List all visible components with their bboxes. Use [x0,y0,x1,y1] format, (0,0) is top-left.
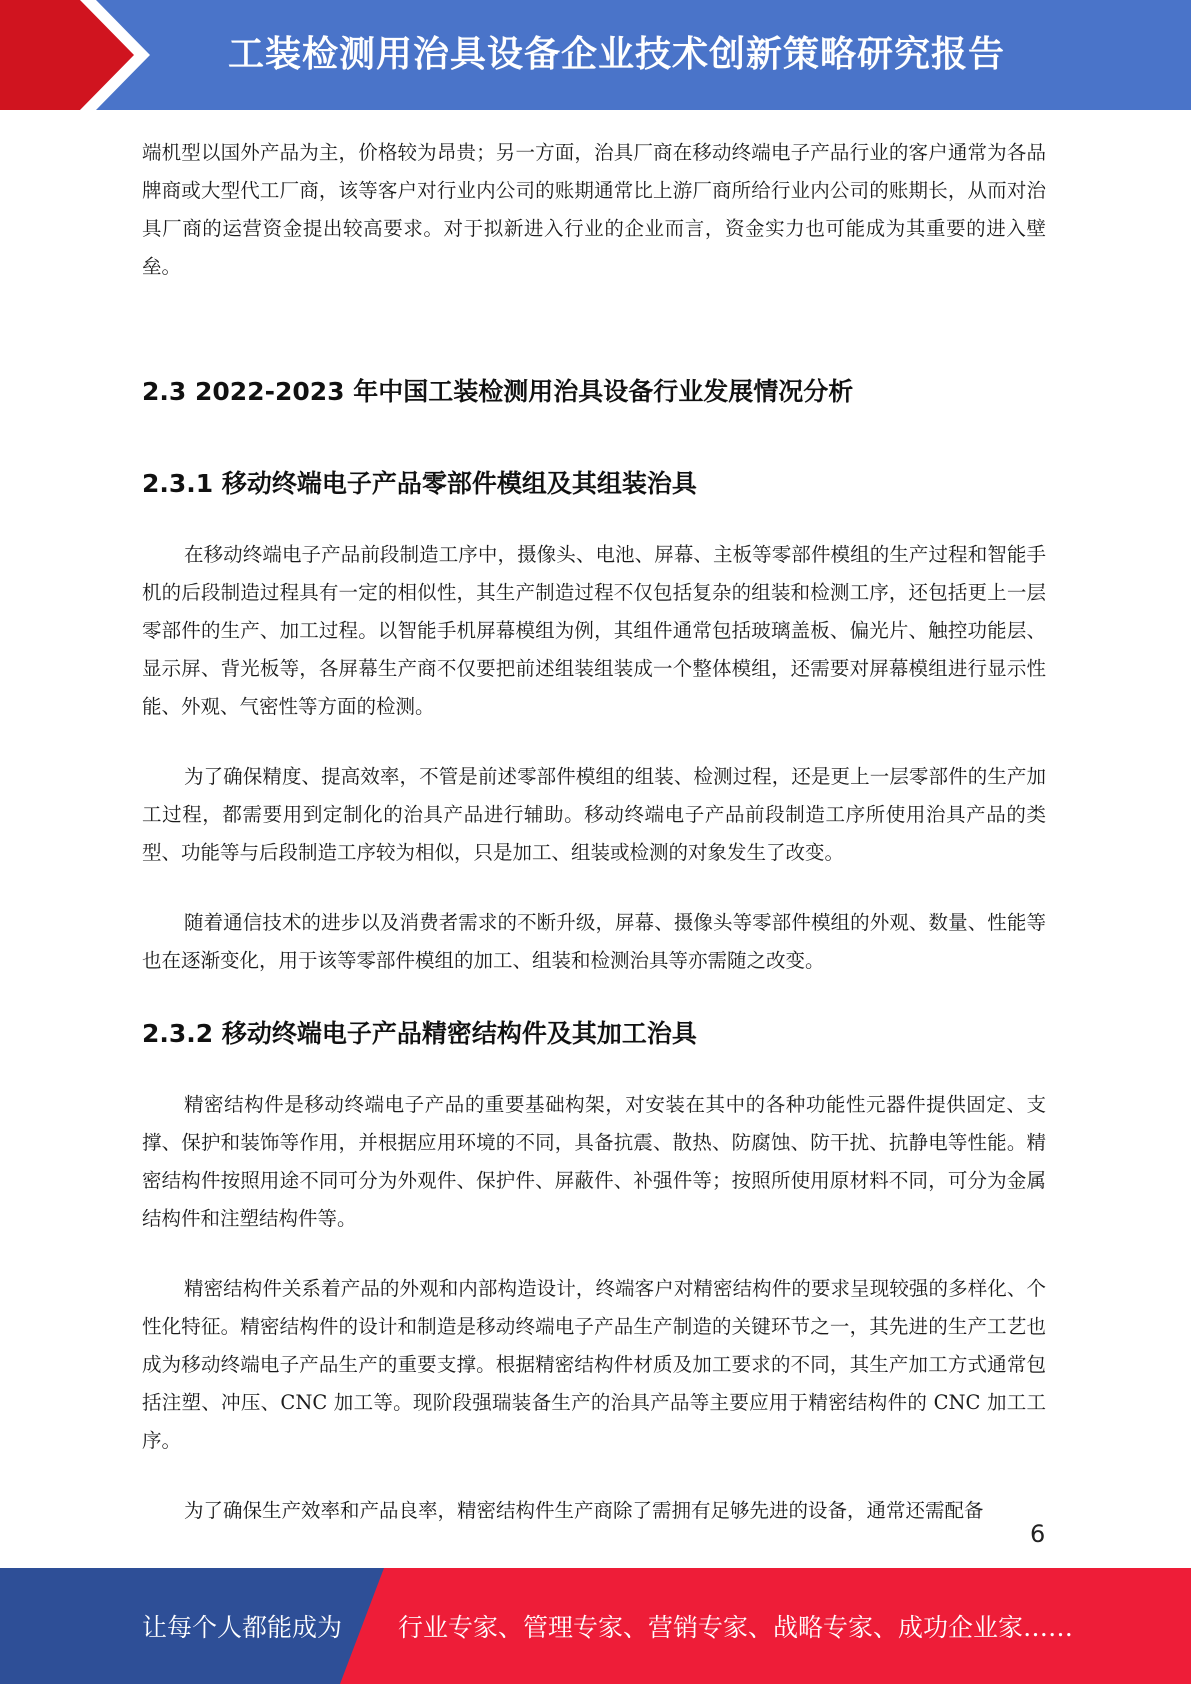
footer-slogan-right: 行业专家、管理专家、营销专家、战略专家、成功企业家…… [398,1613,1074,1642]
subsection-heading-1: 2.3.1 移动终端电子产品零部件模组及其组装治具 [142,469,697,498]
page-body [142,134,1046,1530]
footer-slogan-left: 让每个人都能成为 [142,1613,343,1642]
body-paragraph: 随着通信技术的进步以及消费者需求的不断升级，屏幕、摄像头等零部件模组的外观、数量、性能等也在逐渐变化，用于该等零部件模组的加工、组装和检测治具等亦需随之改变。 [142,911,1046,972]
body-paragraph: 精密结构件关系着产品的外观和内部构造设计，终端客户对精密结构件的要求呈现较强的多样化、个性化特征。精密结构件的设计和制造是移动终端电子产品生产制造的关键环节之一，其先进的生产工艺也成为移动终端电子产品生产的重要支撑。根据精密结构件材质及加工要求的不同，其生产加工方式通常包括注塑、冲压、CNC 加工等。现阶段强瑞装备生产的治具产品等主要应用于精密结构件的 CNC 加工工序。 [142,1277,1046,1452]
body-paragraph: 精密结构件是移动终端电子产品的重要基础构架，对安装在其中的各种功能性元器件提供固定、支撑、保护和装饰等作用，并根据应用环境的不同，具备抗震、散热、防腐蚀、防干扰、抗静电等性能。精密结构件按照用途不同可分为外观件、保护件、屏蔽件、补强件等；按照所使用原材料不同，可分为金属结构件和注塑结构件等。 [142,1093,1046,1230]
subsection-heading-2: 2.3.2 移动终端电子产品精密结构件及其加工治具 [142,1019,697,1048]
body-paragraph: 为了确保生产效率和产品良率，精密结构件生产商除了需拥有足够先进的设备，通常还需配备 [184,1499,984,1522]
body-paragraph: 为了确保精度、提高效率，不管是前述零部件模组的组装、检测过程，还是更上一层零部件的生产加工过程，都需要用到定制化的治具产品进行辅助。移动终端电子产品前段制造工序所使用治具产品的类型、功能等与后段制造工序较为相似，只是加工、组装或检测的对象发生了改变。 [142,765,1046,864]
page-number: 6 [1030,1520,1046,1548]
body-paragraph: 在移动终端电子产品前段制造工序中，摄像头、电池、屏幕、主板等零部件模组的生产过程和智能手机的后段制造过程具有一定的相似性，其生产制造过程不仅包括复杂的组装和检测工序，还包括更上一层零部件的生产、加工过程。以智能手机屏幕模组为例，其组件通常包括玻璃盖板、偏光片、触控功能层、显示屏、背光板等，各屏幕生产商不仅要把前述组装组装成一个整体模组，还需要对屏幕模组进行显示性能、外观、气密性等方面的检测。 [142,543,1046,718]
page-footer [0,1568,1191,1684]
report-title: 工装检测用治具设备企业技术创新策略研究报告 [228,34,1006,75]
intro-paragraph: 端机型以国外产品为主，价格较为昂贵；另一方面，治具厂商在移动终端电子产品行业的客户通常为各品牌商或大型代工厂商，该等客户对行业内公司的账期通常比上游厂商所给行业内公司的账期长，从而对治具厂商的运营资金提出较高要求。对于拟新进入行业的企业而言，资金实力也可能成为其重要的进入壁垒。 [142,141,1046,278]
section-heading: 2.3 2022-2023 年中国工装检测用治具设备行业发展情况分析 [142,377,854,406]
header-chevron-decoration [0,0,240,110]
page-header [0,0,1191,110]
